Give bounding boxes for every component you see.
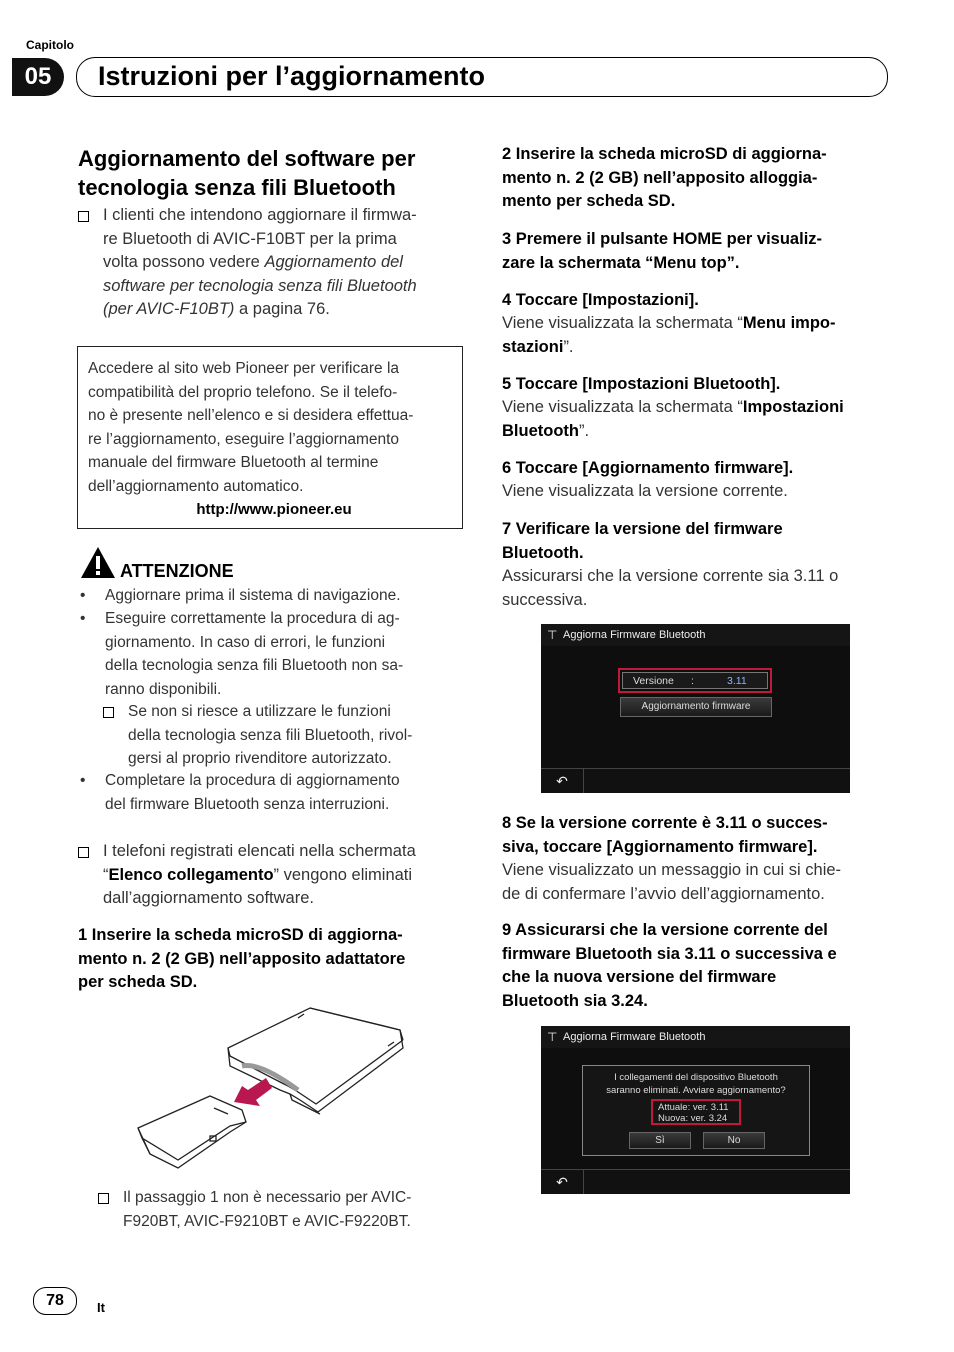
caution-subnote [103, 700, 473, 772]
warning-icon [80, 545, 116, 579]
step-1 [78, 924, 468, 995]
intro-text: volta possono vedere [103, 253, 265, 271]
version-sep: : [691, 675, 694, 687]
desc-line: successiva. [502, 590, 588, 609]
step-5: 5 Toccare [Impostazioni Bluetooth]. [502, 375, 781, 393]
caution-line: della tecnologia senza fili Bluetooth non sa- [105, 657, 404, 674]
caution-text: Aggiornare prima il sistema di navigazione. [105, 587, 401, 604]
microsd-adapter-illustration [130, 1000, 410, 1175]
confirm-line: saranno eliminati. Avviare aggiornamento? [606, 1085, 786, 1096]
step-line: 3 Premere il pulsante HOME per visualiz- [502, 230, 823, 248]
desc-bold: Impostazioni [742, 398, 844, 416]
version-field [622, 672, 768, 689]
note-text [88, 357, 460, 522]
phones-line [103, 864, 416, 888]
step-line: che la nuova versione del firmware [502, 968, 777, 986]
bullet-icon: • [80, 587, 86, 604]
screenshot-version [541, 624, 850, 793]
caution-item [80, 769, 470, 817]
intro-line: I clienti che intendono aggiornare il firmwa- [103, 206, 417, 224]
screen-bottombar [541, 768, 850, 793]
step-line: siva, toccare [Aggiornamento firmware]. [502, 837, 818, 856]
step-3 [502, 228, 892, 275]
step-line: mento per scheda SD. [502, 192, 676, 210]
intro-text: a pagina 76. [234, 300, 330, 318]
caution-line: del firmware Bluetooth senza interruzioni. [105, 795, 390, 813]
intro-line [103, 275, 417, 299]
desc-line: de di confermare l’avvio dell’aggiornamento. [502, 884, 825, 903]
intro-note [78, 204, 468, 324]
note-line: compatibilità del proprio telefono. Se il telefo- [88, 383, 398, 401]
screen-titlebar [541, 1026, 850, 1048]
desc-text: Viene visualizzata la schermata “ [502, 398, 743, 416]
checkbox-icon [78, 211, 89, 222]
version-value: 3.11 [727, 675, 747, 687]
intro-line [103, 251, 417, 275]
caution-line: ranno disponibili. [105, 680, 222, 698]
note-box [77, 346, 463, 529]
desc-line: Viene visualizzato un messaggio in cui si chie- [502, 861, 842, 879]
desc-line: Assicurarsi che la versione corrente sia 3.11 o [502, 567, 839, 585]
checkbox-icon [103, 707, 114, 718]
pioneer-link[interactable]: http://www.pioneer.eu [196, 501, 352, 518]
step-8-desc [502, 859, 894, 906]
step-line: Bluetooth sia 3.24. [502, 991, 648, 1010]
step-6: 6 Toccare [Aggiornamento firmware]. [502, 459, 794, 477]
confirm-line: I collegamenti del dispositivo Bluetooth [614, 1072, 778, 1083]
phones-bold: Elenco collegamento [108, 865, 274, 884]
step-7 [502, 518, 892, 565]
intro-link-text: (per AVIC-F10BT) [103, 300, 235, 318]
desc-bold: stazioni [502, 337, 564, 356]
confirm-dialog [582, 1065, 810, 1156]
screenshot-confirm [541, 1026, 850, 1194]
desc-text: ”. [563, 337, 574, 356]
bullet-icon: • [80, 772, 86, 789]
desc-text: Viene visualizzata la schermata “ [502, 314, 743, 332]
intro-line [103, 298, 417, 322]
note-line: manuale del firmware Bluetooth al termine [88, 454, 379, 471]
step-7-desc [502, 565, 894, 612]
intro-link-text: Aggiornamento del [264, 253, 403, 271]
desc-bold: Bluetooth [502, 421, 579, 440]
step1-note [98, 1186, 468, 1234]
section-title-line: tecnologia senza fili Bluetooth [78, 175, 396, 200]
pioneer-logo-icon: ⊤ [547, 1030, 558, 1044]
back-icon[interactable]: ↶ [541, 1170, 584, 1194]
new-version: Nuova: ver. 3.24 [658, 1113, 728, 1124]
step1-note-line: F920BT, AVIC-F9210BT e AVIC-F9220BT. [123, 1212, 411, 1230]
step-line: firmware Bluetooth sia 3.11 o successiva e [502, 944, 837, 963]
step-line: mento n. 2 (2 GB) nell’apposito alloggia- [502, 168, 818, 187]
step-line: 2 Inserire la scheda microSD di aggiorna- [502, 145, 827, 163]
phones-line: I telefoni registrati elencati nella schermata [103, 842, 416, 860]
checkbox-icon [78, 847, 89, 858]
screen-title: Aggiorna Firmware Bluetooth [563, 629, 706, 641]
note-line: dell’aggiornamento automatico. [88, 477, 304, 495]
caution-line: giornamento. In caso di errori, le funzioni [105, 633, 386, 651]
bullet-icon: • [80, 610, 86, 627]
checkbox-icon [98, 1193, 109, 1204]
page-number: 78 [33, 1287, 77, 1315]
intro-line: re Bluetooth di AVIC-F10BT per la prima [103, 229, 397, 248]
caution-line: Se non si riesce a utilizzare le funzioni [128, 703, 391, 720]
note-line: Accedere al sito web Pioneer per verificare la [88, 360, 400, 377]
no-button[interactable]: No [703, 1132, 765, 1149]
confirm-message [583, 1071, 809, 1097]
step-line: 8 Se la versione corrente è 3.11 o succes- [502, 814, 828, 832]
step-line: per scheda SD. [78, 973, 198, 991]
chapter-label: Capitolo [26, 38, 74, 52]
caution-line: gersi al proprio rivenditore autorizzato. [128, 750, 392, 767]
step1-note-line: Il passaggio 1 non è necessario per AVIC- [123, 1189, 412, 1206]
caution-title: ATTENZIONE [120, 561, 234, 581]
phones-text: “ [103, 865, 109, 884]
desc-bold: Menu impo- [742, 314, 836, 332]
version-highlight [618, 668, 772, 693]
step-8 [502, 812, 892, 859]
language-code: It [97, 1300, 105, 1315]
note-line: re l’aggiornamento, eseguire l’aggiornamento [88, 430, 400, 448]
phones-line: dall’aggiornamento software. [103, 889, 314, 907]
step-line: Bluetooth. [502, 543, 584, 562]
step-6-desc: Viene visualizzata la versione corrente. [502, 482, 788, 500]
note-line: no è presente nell’elenco e si desidera effettua- [88, 407, 414, 424]
caution-line: Completare la procedura di aggiornamento [105, 772, 400, 789]
intro-link-text: software per tecnologia senza fili Bluetooth [103, 276, 417, 295]
chapter-number: 05 [12, 58, 64, 96]
caution-item [80, 584, 470, 608]
phones-note [78, 840, 468, 912]
step-line: mento n. 2 (2 GB) nell’apposito adattatore [78, 949, 406, 968]
step-5-desc [502, 396, 894, 443]
version-label: Versione [633, 675, 674, 687]
step-4: 4 Toccare [Impostazioni]. [502, 291, 699, 309]
back-icon[interactable]: ↶ [541, 769, 584, 793]
screen-bottombar [541, 1169, 850, 1194]
step-9 [502, 919, 892, 1013]
step-line: zare la schermata “Menu top”. [502, 253, 740, 272]
step-4-desc [502, 312, 892, 359]
screen-titlebar [541, 624, 850, 646]
caution-line: Eseguire correttamente la procedura di ag- [105, 610, 400, 627]
step-line: 1 Inserire la scheda microSD di aggiorna- [78, 926, 403, 944]
desc-text: ”. [578, 421, 590, 440]
step-line: 7 Verificare la versione del firmware [502, 520, 783, 538]
step-2 [502, 143, 892, 214]
caution-item [80, 607, 470, 703]
version-compare-box [651, 1099, 741, 1125]
chapter-title: Istruzioni per l’aggiornamento [98, 61, 486, 91]
phones-text: ” vengono eliminati [273, 865, 413, 884]
yes-button[interactable]: Sì [629, 1132, 691, 1149]
section-title [78, 144, 415, 202]
step-line: 9 Assicurarsi che la versione corrente del [502, 921, 828, 939]
current-version: Attuale: ver. 3.11 [658, 1102, 729, 1113]
pioneer-logo-icon: ⊤ [547, 628, 558, 642]
caution-line: della tecnologia senza fili Bluetooth, rivol- [128, 726, 413, 744]
screen-title: Aggiorna Firmware Bluetooth [563, 1031, 706, 1043]
section-title-line: Aggiornamento del software per [78, 146, 416, 171]
firmware-update-button[interactable]: Aggiornamento firmware [620, 697, 772, 717]
